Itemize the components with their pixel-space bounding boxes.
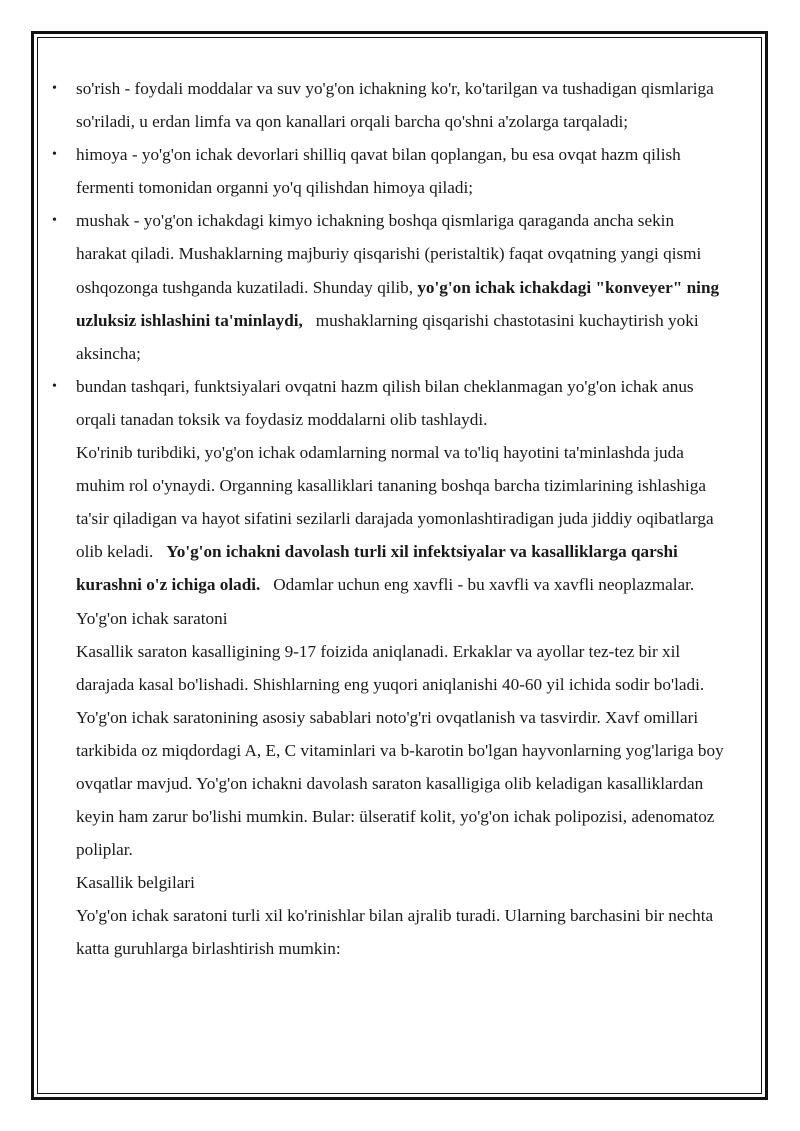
list-item [52,204,728,369]
list-item-text: mushak - yo'g'on ichakdagi kimyo ichakning boshqa qismlariga qaraganda ancha sekin harakat qiladi. Mushaklarning majburiy qisqarishi (peristaltik) faqat ovqatning yangi qismi oshqozonga tushganda kuzatiladi. Shunday qilib, [76,211,702,297]
paragraph-bold-text: Yo'g'on ichakni davolash turli xil infektsiyalar va kasalliklarga qarshi kurashni o'z ichiga oladi. [76,542,678,595]
list-item-text-continued: mushaklarning qisqarishi chastotasini kuchaytirish yoki aksincha; [76,310,703,363]
paragraph-causes: Yo'g'on ichak saratonining asosiy sabablari noto'g'ri ovqatlanish va tasvirdir. Xavf omillari tarkibida oz miqdordagi A, E, C vitaminlari va b-karotin bo'lgan hayvonlarning yog'lariga boy ovqatlar mavjud. Yo'g'on ichakni davolash saraton kasalligiga olib keladigan kasalliklardan keyin ham zarur bo'lishi mumkin. Bular: ülseratif kolit, yo'g'on ichak polipozisi, adenomatoz poliplar. [76,707,724,860]
paragraph-text-continued: Odamlar uchun eng xavfli - bu xavfli va xavfli neoplazmalar. [260,575,695,595]
paragraph-symptoms: Yo'g'on ichak saratoni turli xil ko'rinishlar bilan ajralib turadi. Ularning barchasini bir nechta katta guruhlarga birlashtirish mumkin: [76,906,714,959]
list-item [52,370,728,436]
bullet-icon: • [52,378,57,394]
list-item [52,138,728,204]
list-item-text: himoya - yo'g'on ichak devorlari shilliq qavat bilan qoplangan, bu esa ovqat hazm qilish fermenti tomonidan organni yo'q qilishdan himoya qiladi; [76,145,681,198]
paragraph-text: Ko'rinib turibdiki, yo'g'on ichak odamlarning normal va to'liq hayotini ta'minlashda juda muhim rol o'ynaydi. Organning kasalliklari tananing boshqa barcha tizimlarining ishlashiga ta'sir qiladigan va hayot sifatini sezilarli darajada yomonlashtiradigan juda jiddiy oqibatlarga olib keladi. [76,443,718,562]
list-item-bold-text: yo'g'on ichak ichakdagi "konveyer" ning uzluksiz ishlashini ta'minlaydi, [76,277,720,330]
list-item-text: bundan tashqari, funktsiyalari ovqatni hazm qilish bilan cheklanmagan yo'g'on ichak anus orqali tanadan toksik va foydasiz moddalarni olib tashlaydi. [76,376,694,429]
list-item [52,72,728,138]
paragraph-incidence: Kasallik saraton kasalligining 9-17 foizida aniqlanadi. Erkaklar va ayollar tez-tez bir xil darajada kasal bo'lishadi. Shishlarning eng yuqori aniqlanishi 40-60 yil ichida sodir bo'ladi. [76,641,705,694]
bullet-icon: • [52,147,57,163]
function-list [52,72,728,436]
section-heading-colon-cancer: Yo'g'on ichak saratoni [76,608,228,628]
bullet-icon: • [52,213,57,229]
document-body [52,72,728,966]
paragraph-importance [76,436,728,601]
section-heading-symptoms: Kasallik belgilari [76,873,195,893]
list-item-text: so'rish - foydali moddalar va suv yo'g'on ichakning ko'r, ko'tarilgan va tushadigan qismlariga so'riladi, u erdan limfa va qon kanallari orqali barcha qo'shni a'zolarga tarqaladi; [76,79,714,132]
bullet-icon: • [52,81,57,96]
